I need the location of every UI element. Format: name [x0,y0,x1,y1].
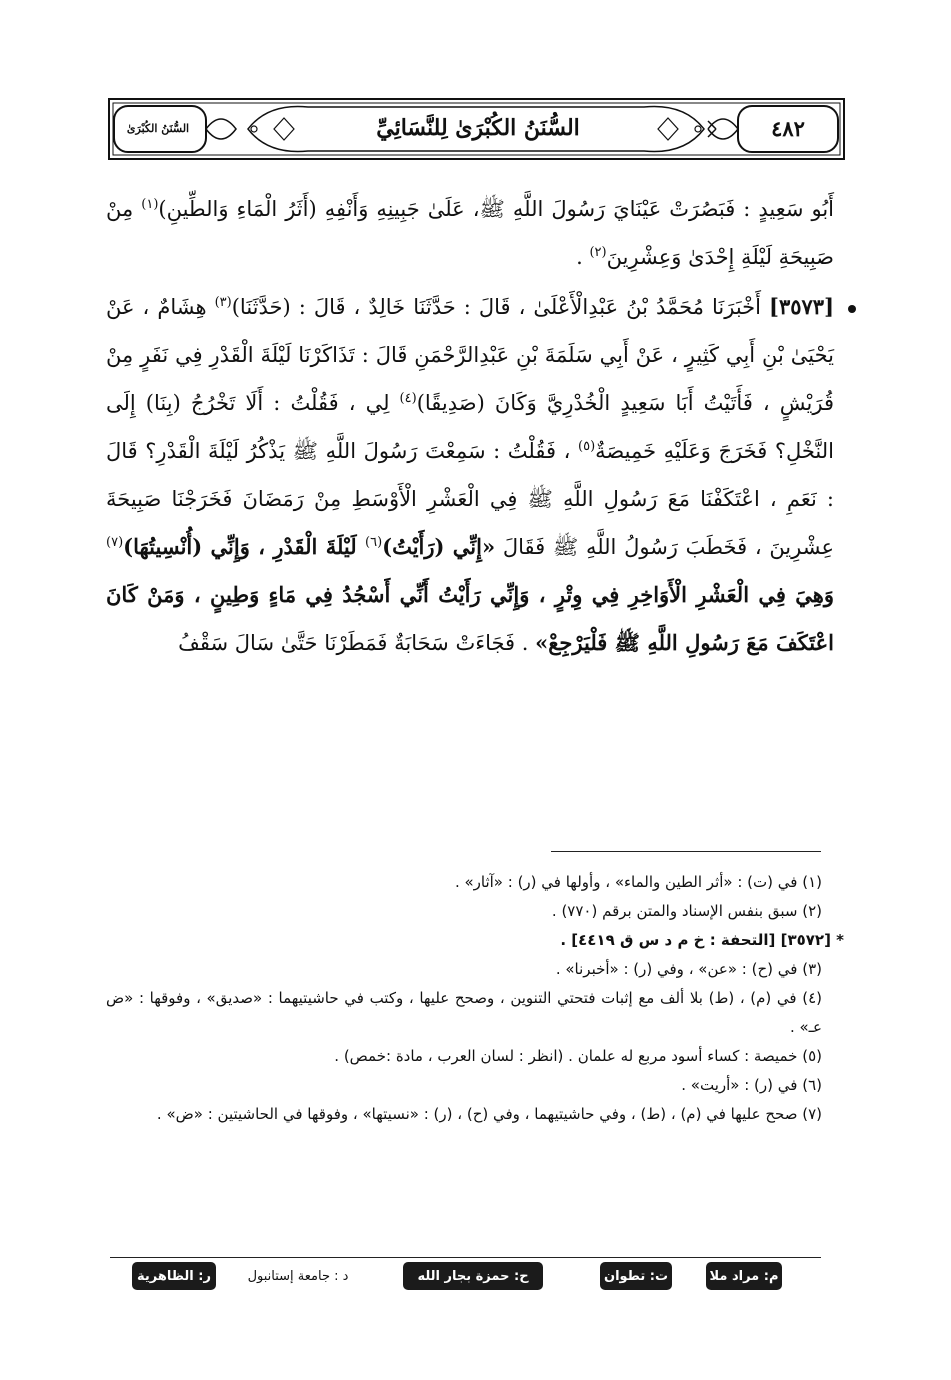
bullet-icon [848,305,856,313]
prophetic-quote: وَهِيَ فِي الْعَشْرِ الْأَوَاخِرِ فِي وِتْرٍ ، وَإِنِّي رَأَيْتُ أَنِّي أَسْجُدُ فِي مَاءٍ وَطِينٍ ، وَمَنْ كَانَ اعْتَكَفَ مَعَ رَسُولِ اللَّهِ ﷺ فَلْيَرْجِعْ» [106,582,834,655]
main-text [106,185,834,667]
page-number: ٤٨٢ [771,115,805,141]
text-segment: ، فَقُلْتُ : سَمِعْتَ رَسُولَ اللَّهِ ﷺ يَذْكُرُ لَيْلَةَ الْقَدْرِ؟ قَالَ : نَعَمِ ، اعْتَكَفْنَا مَعَ رَسُولِ اللَّهِ ﷺ فِي الْعَشْرِ الْأَوْسَطِ مِنْ رَمَضَانَ فَخَرَجْنَا صَبِيحَةَ عِشْرِينَ ، فَخَطَبَ رَسُولُ اللَّهِ ﷺ فَقَالَ [106,439,834,559]
footnote-2: (٢) سبق بنفس الإسناد والمتن برقم (٧٧٠) . [551,902,822,920]
tuhfa-reference: * [٣٥٧٢] [التحفة : خ م د س ق ٤٤١٩] . [560,931,844,949]
footnote-ref-2: (٢) [589,245,607,260]
footnote-ref-3: (٣) [214,295,232,310]
page-header [108,98,845,160]
text-segment: أَخْبَرَنَا مُحَمَّدُ بْنُ عَبْدِالْأَعْلَىٰ ، قَالَ : حَدَّثَنَا خَالِدٌ ، قَالَ : (حَدَّثَنَا) [231,295,770,319]
footnote-5: (٥) خميصة : كساء أسود مربع له علمان . (انظر : لسان العرب ، مادة :خمص) . [334,1047,822,1065]
footnotes [106,868,844,1129]
text-segment: لِي ، فَقُلْتُ : أَلَا تَخْرُجُ (بِنَا) إِلَى النَّخْلِ؟ فَخَرَجَ وَعَلَيْهِ خَمِيصَةٌ [106,391,834,463]
footnote-4: (٤) في (م) ، (ط) بلا ألف مع إثبات فتحتي التنوين ، وصحح عليها ، وكتب في حاشيتيهما : «صديق» ، وفوقها : «ض عـ» . [106,989,822,1036]
prophetic-quote: لَيْلَةَ الْقَدْرِ ، وَإِنِّي (أُنْسِيتُهَا) [123,534,365,559]
text-segment: مِنْ صَبِيحَةِ لَيْلَةِ إِحْدَىٰ وَعِشْرِينَ [106,197,834,269]
text-segment: . فَجَاءَتْ سَحَابَةٌ فَمَطَرْنَا حَتَّىٰ سَالَ سَقْفُ [178,631,536,655]
footnote-ref-6: (٦) [365,535,383,550]
footnote-ref-7: (٧) [106,535,124,550]
footnote-ref-5: (٥) [578,439,596,454]
footnote-6: (٦) في (ر) : «أريت» . [681,1076,822,1094]
text-segment: . [576,245,590,269]
legend-divider [110,1257,821,1258]
continuation-paragraph [106,185,834,281]
prophetic-quote: «إِنِّي (رَأَيْتُ) [382,534,496,559]
manuscript-tag-m: م: مراد ملا [706,1262,782,1290]
text-segment: هِشَامٌ ، عَنْ يَحْيَىٰ بْنِ أَبِي كَثِيرٍ ، عَنْ أَبِي سَلَمَةَ بْنِ عَبْدِالرَّحْمَنِ قَالَ : تَذَاكَرْنَا لَيْلَةَ الْقَدْرِ فِي نَفَرٍ مِنْ قُرَيْشٍ ، فَأَتَيْتُ أَبَا سَعِيدٍ الْخُدْرِيَّ وَكَانَ (صَدِيقًا) [106,295,834,415]
text-segment: أَبُو سَعِيدٍ : فَبَصُرَتْ عَيْنَايَ رَسُولَ اللَّهِ ﷺ، عَلَىٰ جَبِينِهِ وَأَنْفِهِ (أَثَرُ الْمَاءِ وَالطِّينِ) [158,197,834,221]
footnote-ref-1: (١) [141,197,159,212]
manuscript-tag-d: د : جامعة إستانبول [247,1268,349,1284]
hadith-paragraph [106,283,834,667]
footnote-7: (٧) صحح عليها في (م) ، (ط) ، وفي حاشيتيهما ، وفي (ح) ، (ر) : «نسيتها» ، وفوقها في الحاشيتين : «ض» . [156,1105,822,1123]
footnote-divider [551,851,821,852]
manuscript-legend [110,1262,821,1294]
manuscript-tag-h: ح: حمزة بجار الله [403,1262,543,1290]
book-emblem: السُّنَنُ الكُبْرَىٰ [126,121,190,135]
footnote-ref-4: (٤) [399,391,417,406]
footnote-1: (١) في (ت) : «أثر الطين والماء» ، وأولها في (ر) : «آثار» . [454,873,822,891]
book-title: السُّنَنُ الكُبْرَىٰ لِلنَّسَائِيِّ [376,115,580,141]
manuscript-tag-r: ر: الظاهرية [132,1262,216,1290]
footnote-3: (٣) في (ح) : «عن» ، وفي (ر) : «أخبرنا» . [555,960,822,978]
manuscript-tag-t: ت: تطوان [600,1262,672,1290]
hadith-number: [٣٥٧٣] [769,294,835,319]
